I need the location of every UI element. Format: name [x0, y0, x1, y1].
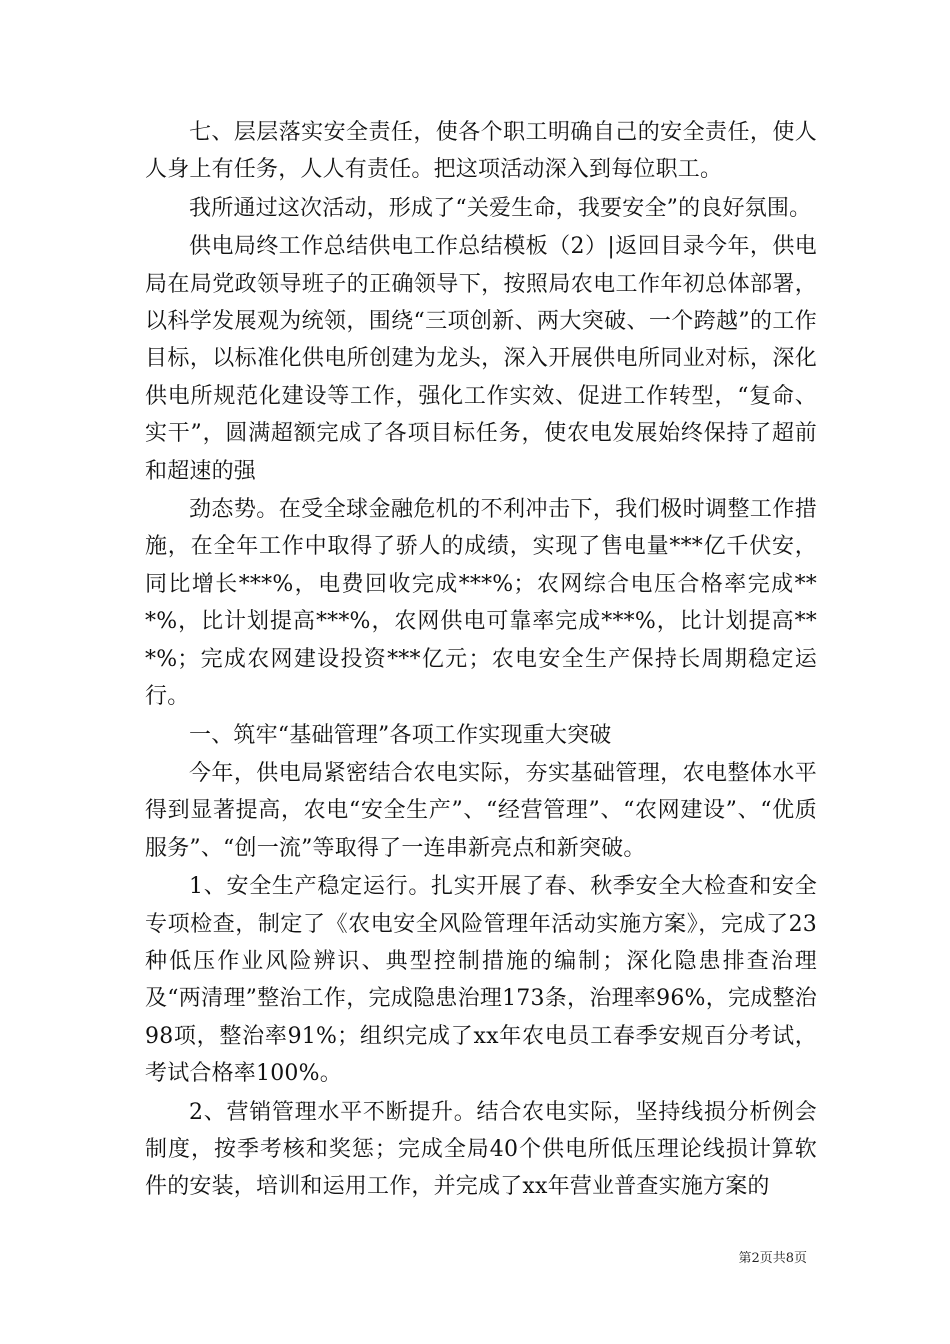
- section-heading-basic-management: 一、筑牢“基础管理”各项工作实现重大突破: [189, 722, 612, 748]
- paragraph-summary-intro: 供电局终工作总结供电工作总结模板（2）|返回目录今年，供电局在局党政领导班子的正确领导下，按照局农电工作年初总体部署，以科学发展观为统领，围绕“三项创新、两大突破、一个跨越”的工作目标，以标准化供电所创建为龙头，深入开展供电所同业对标，深化供电所规范化建设等工作，强化工作实效、促进工作转型，“复命、实干”，圆满超额完成了各项目标任务，使农电发展始终保持了超前和超速的强: [145, 234, 817, 484]
- paragraph-activity-result: 我所通过这次活动，形成了“关爱生命，我要安全”的良好氛围。: [189, 195, 812, 221]
- paragraph-basic-management: 今年，供电局紧密结合农电实际，夯实基础管理，农电整体水平得到显著提高，农电“安全生产”、“经营管理”、“农网建设”、“优质服务”、“创一流”等取得了一连串新亮点和新突破。: [145, 760, 817, 861]
- paragraph-annual-achievements: 劲态势。在受全球金融危机的不利冲击下，我们极时调整工作措施，在全年工作中取得了骄人的成绩，实现了售电量***亿千伏安，同比增长***%，电费回收完成***%；农网综合电压合格率完成***%，比计划提高***%，农网供电可靠率完成***%，比计划提高***%；完成农网建设投资***亿元；农电安全生产保持长周期稳定运行。: [145, 497, 817, 710]
- paragraph-safety-production: 1、安全生产稳定运行。扎实开展了春、秋季安全大检查和安全专项检查，制定了《农电安全风险管理年活动实施方案》，完成了23种低压作业风险辨识、典型控制措施的编制；深化隐患排查治理及“两清理”整治工作，完成隐患治理173条，治理率96%，完成整治98项，整治率91%；组织完成了xx年农电员工春季安规百分考试，考试合格率100%。: [145, 874, 817, 1087]
- paragraph-marketing-management: 2、营销管理水平不断提升。结合农电实际，坚持线损分析例会制度，按季考核和奖惩；完成全局40个供电所低压理论线损计算软件的安装，培训和运用工作，并完成了xx年营业普查实施方案的: [145, 1099, 817, 1200]
- document-body: [145, 114, 817, 1207]
- page-number: 第2页共8页: [738, 1251, 807, 1266]
- paragraph-safety-responsibility: 七、层层落实安全责任，使各个职工明确自己的安全责任，使人人身上有任务，人人有责任。把这项活动深入到每位职工。: [145, 120, 817, 183]
